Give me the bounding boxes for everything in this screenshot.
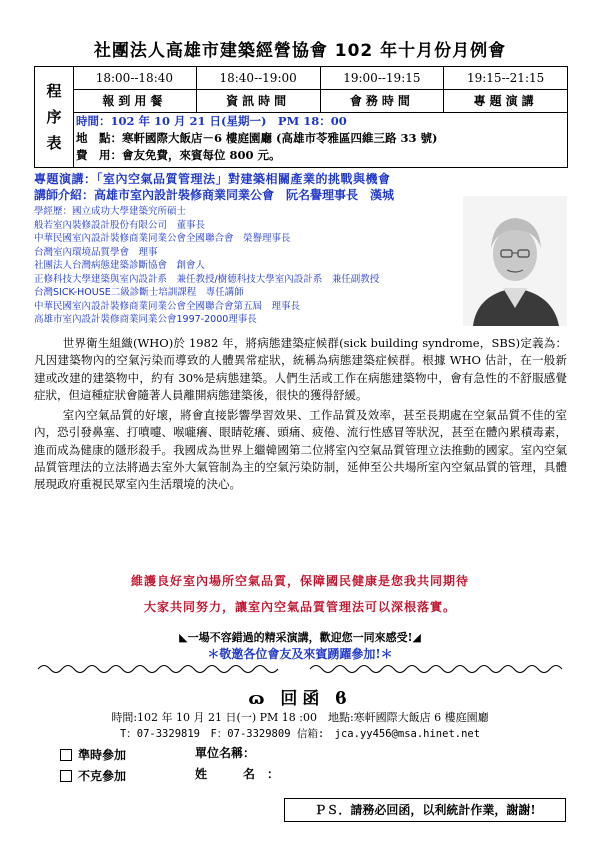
ps-note: ＰＳ．請務必回函，以利統計作業，謝謝! — [284, 798, 566, 822]
schedule-table — [34, 66, 568, 168]
reply-title-text: 回函 — [280, 689, 325, 709]
slogan-banner: 大家共同努力，讓室內空氣品質管理法可以深根落實。 — [143, 600, 456, 614]
speaker-credentials — [34, 205, 454, 327]
schedule-label-char: 表 — [46, 134, 62, 152]
event-fee: 費 用：會友免費，來賓每位 800 元。 — [76, 148, 281, 162]
page-title: 社團法人高雄市建築經營協會 102 年十月份月例會 — [93, 41, 507, 61]
paragraph: 室內空氣品質的好壞，將會直接影響學習效果、工作品質及效率，甚至長期處在空氣品質不佳的室內，恐引發鼻塞、打噴嚏、喉嚨癢、眼睛乾癢、頭痛、疲倦、流行性感冒等狀況，甚至在體內累積毒素，進而成為健康的隱形殺手。我國成為世界上繼韓國第二位將室內空氣品質管理立法推動的國家。室內空氣品質管理法的立法將過去室外大氣管制為主的空氣污染防制，延伸至公共場所室內空氣品質的管理，具體展現政府重視民眾室內生活環境的決心。 — [34, 408, 567, 492]
schedule-time: 18:40--19:00 — [197, 67, 321, 89]
attend-checkbox[interactable] — [60, 746, 126, 763]
schedule-label — [35, 67, 74, 167]
schedule-item: 報到用餐 — [73, 90, 197, 112]
schedule-item: 專題演講 — [473, 94, 538, 108]
speaker-photo — [463, 196, 567, 326]
credential-line: 台灣SICK-HOUSE二級診斷士培訓課程 專任講師 — [34, 287, 244, 298]
credential-line: 台灣室內環境品質學會 理事 — [34, 246, 158, 258]
credential-line: 般若室內裝修設計股份有限公司 董事長 — [34, 219, 206, 231]
schedule-item: 資訊時間 — [197, 90, 321, 112]
invite-line: ◣一場不容錯過的精采演講，歡迎您一同來感受!◢ — [179, 631, 421, 644]
credential-line: 中華民國室內設計裝修商業同業公會全國聯合會第五屆 理事長 — [34, 300, 301, 312]
credential-line: 高雄市室內設計裝修商業同業公會1997-2000理事長 — [34, 314, 257, 325]
attend-label: 準時參加 — [78, 748, 127, 762]
schedule-label-char: 序 — [46, 108, 62, 126]
invite-line-highlight: ＊敬邀各位會友及來賓踴躍參加!＊ — [207, 647, 393, 661]
schedule-time: 19:15--21:15 — [466, 71, 545, 85]
absent-label: 不克參加 — [78, 769, 127, 783]
unit-name-field[interactable]: 單位名稱： — [195, 746, 256, 760]
absent-checkbox[interactable] — [60, 767, 126, 784]
schedule-label-char: 程 — [46, 82, 62, 100]
credential-line: 正修科技大學建築與室內設計系 兼任教授/樹德科技大學室內設計系 兼任副教授 — [34, 273, 380, 285]
reply-title — [0, 684, 600, 709]
ornament-right-icon: ϐ — [335, 689, 352, 709]
paragraph: 世界衛生組織(WHO)於 1982 年，將病態建築症候群(sick building syndrome，SBS)定義為：凡因建築物內的空氣污染而導致的人體異常症狀，統稱為病態建築症候群。根據 WHO 估計，在一般新建或改建的建築物中，約有 30%是病態建築。人們生活或工作在病態建築物中，會有急性的不舒服感覺症狀，但這種症狀會隨著人員離開病態建築後，很快的獲得舒緩。 — [34, 336, 567, 402]
checkbox-icon[interactable] — [60, 749, 72, 761]
schedule-times-row — [73, 67, 567, 90]
credential-line: 社團法人台灣病態建築診斷協會 創會人 — [34, 260, 206, 271]
reply-contact-line: T：07-3329819 F：07-3329809 信箱: jca.yy456@msa.hinet.net — [119, 728, 481, 740]
schedule-names-row — [73, 90, 567, 113]
credential-line: 學經歷：國立成功大學建築究所碩士 — [34, 206, 187, 217]
slogan-banner: 維護良好室內場所空氣品質，保障國民健康是您我共同期待 — [130, 574, 469, 588]
schedule-time: 18:00--18:40 — [73, 67, 197, 89]
schedule-item: 會務時間 — [321, 90, 445, 112]
event-place: 地 點：寒軒國際大飯店－6 樓庭園廳 (高雄市苓雅區四維三路 33 號) — [76, 131, 438, 145]
person-name-field[interactable]: 姓 名： — [195, 767, 292, 781]
talk-topic: 專題演講：「室內空氣品質管理法」對建築相關產業的挑戰與機會 — [34, 172, 391, 186]
ornament-left-icon: ɷ — [248, 689, 270, 709]
event-time: 時間：102 年 10 月 21 日(星期一) PM 18：00 — [76, 114, 347, 128]
credential-line: 中華民國室內設計裝修商業同業公會全國聯合會 榮譽理事長 — [34, 233, 291, 244]
event-info — [73, 113, 570, 164]
ornamental-divider — [36, 662, 564, 676]
checkbox-icon[interactable] — [60, 770, 72, 782]
reply-info-line: 時間:102 年 10 月 21 日(一) PM 18 :00 地點:寒軒國際大飯店 6 樓庭園廳 — [111, 711, 489, 724]
schedule-time: 19:00--19:15 — [321, 67, 445, 89]
speaker-intro: 講師介紹：高雄市室內設計裝修商業同業公會 阮名譽理事長 漢城 — [34, 188, 395, 202]
